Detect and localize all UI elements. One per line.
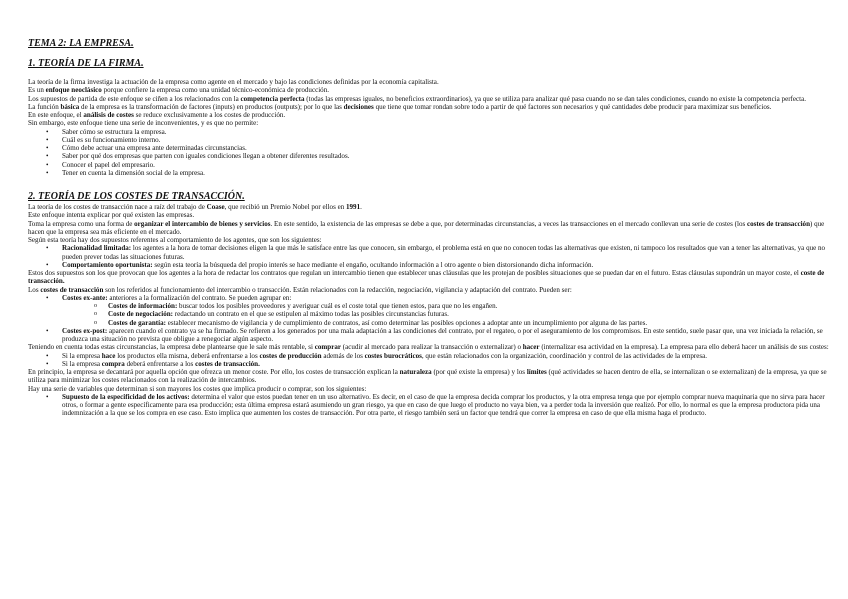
s1-paragraph-3: Los supuestos de partida de este enfoque se ciñen a los relacionados con la competencia perfecta (todas las empresas iguales, no beneficios extraordinarios), ya que se utiliza para analizar qué pasa cuando no se dan tales condiciones, cuando no existe la competencia perfecta. [28,94,806,103]
s1-bullet-list [28,128,834,178]
assumptions-list [28,244,834,269]
list-item: • Si la empresa compra deberá enfrentarse a los costes de transacción. [28,360,834,368]
list-item: • Tener en cuenta la dimensión social de la empresa. [28,169,834,177]
s2-paragraph-6: Los costes de transacción son los referidos al funcionamiento del intercambio o transacción. Están relacionados con la redacción, negociación, vigilancia y adaptación del contrato. Pueden ser: [28,285,572,294]
s1-paragraph-1: La teoría de la firma investiga la actuación de la empresa como agente en el mercado y bajo las condiciones definidas por la economía capitalista. [28,78,439,86]
variables-list [28,393,834,418]
s2-paragraph-9: Hay una serie de variables que determinan si son mayores los costes que implica producir o comprar, son los siguientes: [28,384,367,393]
list-item: • Cómo debe actuar una empresa ante determinadas circunstancias. [28,144,834,152]
decision-list [28,352,834,369]
list-item: • Racionalidad limitada: los agentes a la hora de tomar decisiones eligen la que más le satisface entre las que conocen, sin embargo, el problema está en que no conocen todas las alternativas que existen, ni tampoco los resultados que van a tener las alternativas, ya que no pueden prever todas las situaciones futuras. [28,244,834,261]
list-item: • Comportamiento oportunista: según esta teoría la búsqueda del propio interés se hace mediante el engaño, ocultando información a l otro agente o bien distorsionando dicha información. [28,261,834,269]
list-item: o Costes de garantía: establecer mecanismo de vigilancia y de cumplimiento de contratos, así como determinar las posibles opciones a adoptar ante un incumplimiento por alguna de las partes. [62,319,834,327]
list-item: • Si la empresa hace los productos ella misma, deberá enfrentarse a los costes de producción además de los costes burocráticos, que están relacionados con la organización, coordinación y control de las actividades de la empresa. [28,352,834,360]
section2-heading: 2. TEORÍA DE LOS COSTES DE TRANSACCIÓN. [28,191,245,202]
list-item: o Coste de negociación: redactando un contrato en el que se estipulen al máximo todas las posibles circunstancias futuras. [62,310,834,318]
s1-paragraph-6: Sin embargo, este enfoque tiene una serie de inconvenientes, y es que no permite: [28,119,259,128]
section1-heading: 1. TEORÍA DE LA FIRMA. [28,58,144,69]
list-item: • Supuesto de la especificidad de los activos: determina el valor que estos puedan tener en un uso alternativo. Es decir, en el caso de que la empresa decida comprar los productos, y la otra empresa tenga que por ejemplo comprar nueva maquinaria que no sirva para hacer otros, o formar a gente específicamente para esa producción; esta última empresa estará asumiendo un gran riesgo, ya que en caso de que luego el producto no vaya bien, va a perder toda la inversión que realizó. Por ello, lo normal es que la empresa productora pida una indemnización a la que se los compra en ese caso. Esto implica que aumenten los costes de transacción. Por otra parte, el riesgo también será un factor que tendrá que correr la empresa en caso de que ella misma haga el producto. [28,393,834,418]
exante-sublist [62,302,834,327]
list-item: • Cuál es su funcionamiento interno. [28,136,834,144]
document-title: TEMA 2: LA EMPRESA. [28,38,134,49]
s2-paragraph-7: Teniendo en cuenta todas estas circunstancias, la empresa debe plantearse que le sale más rentable, si comprar (acudir al mercado para realizar la transacción o externalizar) o hacer (internalizar esa actividad en la empresa). La empresa para ello deberá hacer un análisis de sus costes: [28,343,829,352]
s1-paragraph-5: En este enfoque, el análisis de costes se reduce exclusivamente a los costes de producción. [28,111,286,119]
s1-paragraph-2: Es un enfoque neoclásico porque confiere la empresa como una unidad técnico-económica de producción. [28,86,329,95]
list-item: • Saber por qué dos empresas que parten con iguales condiciones llegan a obtener diferentes resultados. [28,152,834,160]
transaction-costs-list [28,294,834,344]
s2-paragraph-2: Este enfoque intenta explicar por qué existen las empresas. [28,211,195,220]
list-item: • Costes ex-post: aparecen cuando el contrato ya se ha firmado. Se refieren a los generados por una mala adaptación a las condiciones del contrato, por el regateo, o por el aseguramiento de los compromisos. En este sentido, suele pasar que, una vez iniciada la relación, se produzca una situación no prevista que obligue a renegociar algún aspecto. [28,327,834,344]
s2-paragraph-4: Según esta teoría hay dos supuestos referentes al comportamiento de los agentes, que son los siguientes: [28,236,322,244]
s2-paragraph-3: Toma la empresa como una forma de organizar el intercambio de bienes y servicios. En este sentido, la existencia de las empresas se debe a que, por determinadas circunstancias, a veces las transacciones en el mercado conllevan una serie de costes (los costes de transacción) que hacen que la empresa sea más eficiente en el mercado. [28,219,825,236]
list-item: o Costes de información: buscar todos los posibles proveedores y averiguar cuál es el coste total que tienen estos, para que no les engañen. [62,302,834,310]
s2-paragraph-5: Estos dos supuestos son los que provocan que los agentes a la hora de redactar los contratos que regulan un intercambio tienen que establecer unas cláusulas que les protejan de posibles situaciones que se puedan dar en el futuro. Estas cláusulas supondrán un mayor coste, el coste de transacción. [28,269,825,286]
list-item: • Saber cómo se estructura la empresa. [28,128,834,136]
s1-paragraph-4: La función básica de la empresa es la transformación de factores (inputs) en productos (outputs); por lo que las decisiones que tiene que tomar rondan sobre todo a partir de qué factores son necesarios y qué cantidades debe producir para maximizar sus beneficios. [28,102,772,111]
list-item: • Conocer el papel del empresario. [28,161,834,169]
list-item: • Costes ex-ante: anteriores a la formalización del contrato. Se pueden agrupar en: o Costes de información: buscar todos los posibles proveedores y averiguar cuál es el coste total que tienen estos, para que no les engañen. o Coste de negociación: redactando un contrato en el que se estipulen al máximo todas las posibles circunstancias futuras. o Costes de garantía: establecer mecanismo de vigilancia y de cumplimiento de contratos, así como determinar las posibles opciones a adoptar ante un incumplimiento por alguna de las partes. [28,294,834,327]
s2-paragraph-1: La teoría de los costes de transacción nace a raíz del trabajo de Coase, que recibió un Premio Nobel por ellos en 1991. [28,203,362,211]
document-page [28,38,834,418]
s2-paragraph-8: En principio, la empresa se decantará por aquella opción que ofrezca un menor coste. Por ello, los costes de transacción explican la naturaleza (por qué existe la empresa) y los límites (qué actividades se hacen dentro de ella, se internalizan o se externalizan) de la empresa, ya que se utiliza para minimizar los costes relacionados con la realización de intercambios. [28,368,827,385]
